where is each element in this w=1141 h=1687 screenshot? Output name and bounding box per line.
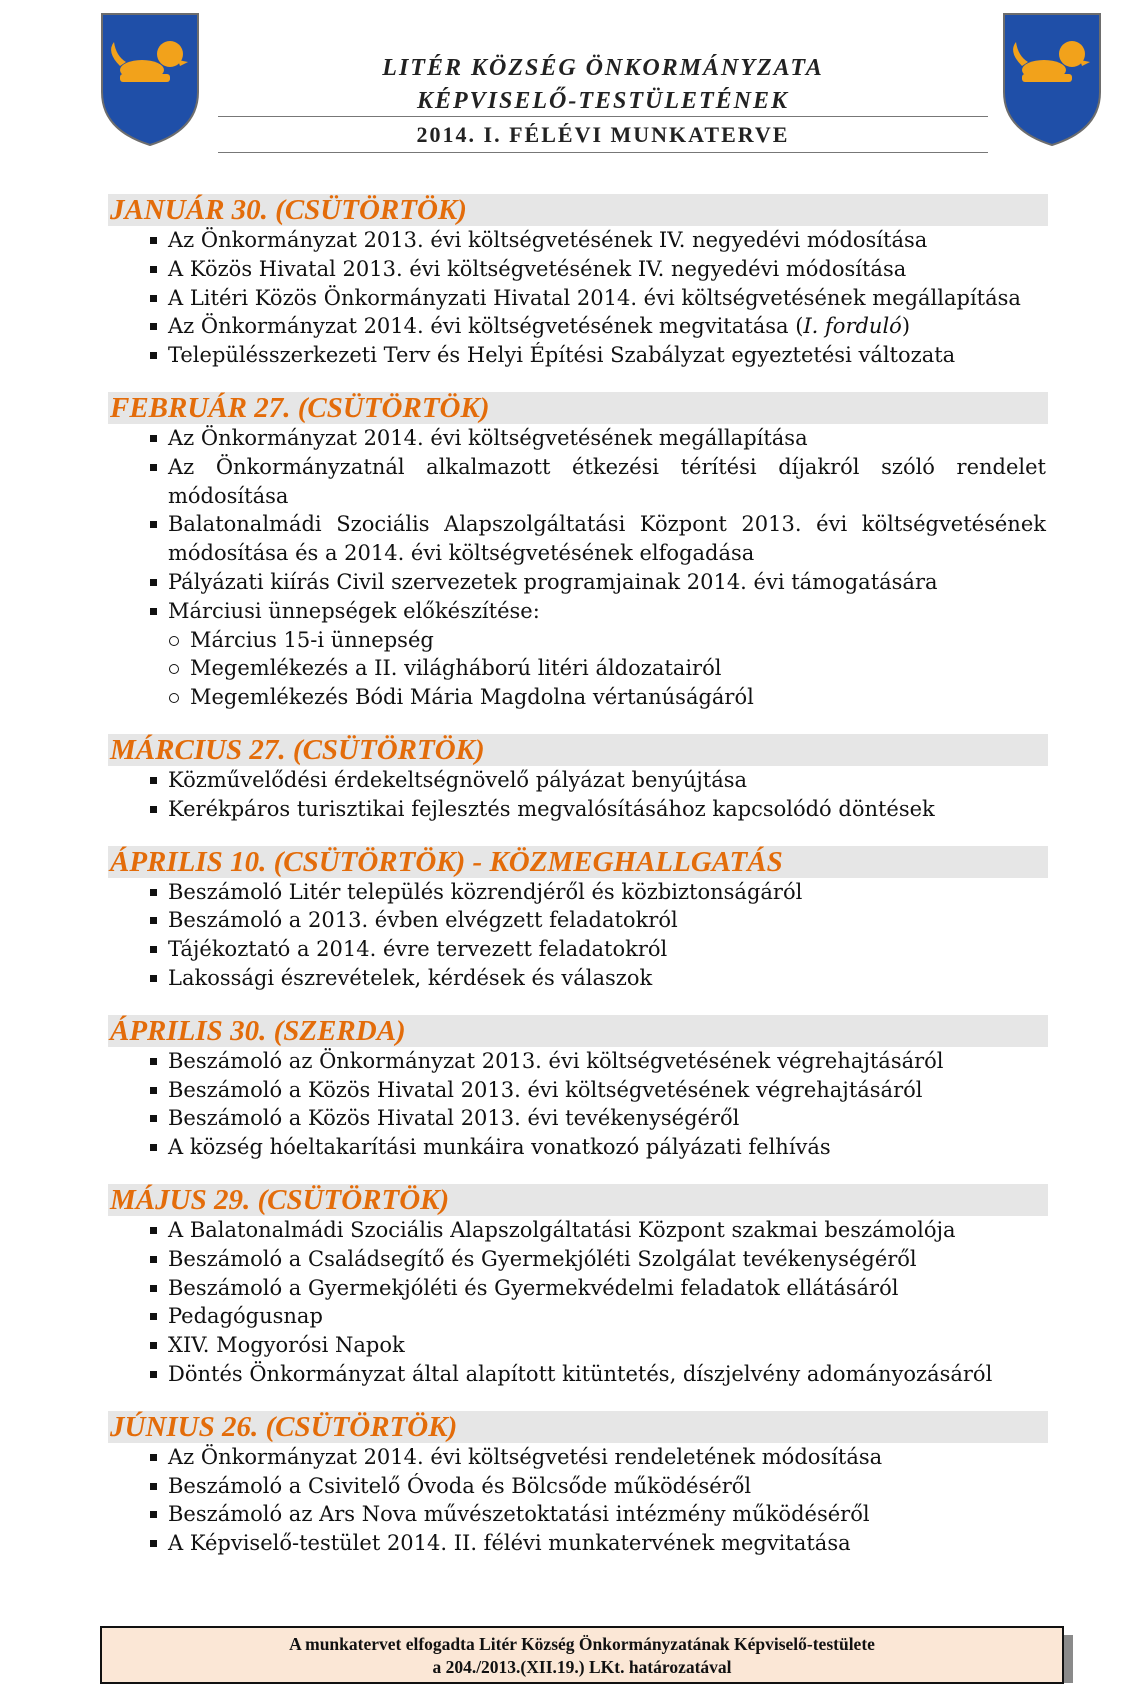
month-section [108, 1411, 1048, 1558]
agenda-list [108, 1047, 1048, 1162]
agenda-item-text: Beszámoló a 2013. évben elvégzett feladatokról [168, 908, 678, 933]
agenda-item [108, 284, 1048, 313]
agenda-item [108, 935, 1048, 964]
agenda-subitem [108, 683, 1048, 712]
square-bullet-icon [150, 579, 157, 586]
agenda-item [108, 453, 1048, 511]
agenda-item [108, 1302, 1048, 1331]
agenda-item-text: Pedagógusnap [168, 1304, 323, 1329]
header-divider [218, 116, 988, 117]
agenda-item-text: Beszámoló az Önkormányzat 2013. évi költségvetésének végrehajtásáról [168, 1048, 944, 1073]
section-heading: MÁJUS 29. (CSÜTÖRTÖK) [108, 1184, 1048, 1216]
square-bullet-icon [150, 1144, 157, 1151]
agenda-list [108, 878, 1048, 993]
square-bullet-icon [150, 1483, 157, 1490]
agenda-item [108, 1245, 1048, 1274]
circle-bullet-icon [169, 693, 179, 703]
agenda-item-text: Településszerkezeti Terv és Helyi Építési Szabályzat egyeztetési változata [168, 343, 956, 368]
square-bullet-icon [150, 464, 157, 471]
square-bullet-icon [150, 1313, 157, 1320]
agenda-item [108, 424, 1048, 453]
agenda-item [108, 1472, 1048, 1501]
agenda-item-text: Pályázati kiírás Civil szervezetek programjainak 2014. évi támogatására [168, 569, 938, 594]
agenda-item-text: Az Önkormányzat 2014. évi költségvetésének megvitatása ( [168, 314, 804, 339]
month-section [108, 194, 1048, 370]
agenda-item-text: Az Önkormányzat 2014. évi költségvetési rendeletének módosítása [168, 1444, 883, 1469]
agenda-list [108, 1443, 1048, 1558]
agenda-item [108, 1500, 1048, 1529]
agenda-item [108, 1360, 1048, 1389]
section-heading: ÁPRILIS 30. (SZERDA) [108, 1015, 1048, 1047]
agenda-item-text: A Balatonalmádi Szociális Alapszolgáltatási Központ szakmai beszámolója [168, 1217, 956, 1242]
agenda-item-text: Az Önkormányzat 2014. évi költségvetésének megállapítása [168, 425, 808, 450]
square-bullet-icon [150, 1058, 157, 1065]
agenda-item-text: Beszámoló a Családsegítő és Gyermekjóléti Szolgálat tevékenységéről [168, 1246, 917, 1271]
square-bullet-icon [150, 1454, 157, 1461]
section-heading: JANUÁR 30. (CSÜTÖRTÖK) [108, 194, 1048, 226]
agenda-item-text: Beszámoló az Ars Nova művészetoktatási intézmény működéséről [168, 1502, 870, 1527]
square-bullet-icon [150, 1227, 157, 1234]
agenda-item-note: I. forduló [803, 314, 902, 339]
square-bullet-icon [150, 917, 157, 924]
agenda-item [108, 1104, 1048, 1133]
month-section [108, 846, 1048, 993]
square-bullet-icon [150, 1540, 157, 1547]
agenda-item-text: Beszámoló a Közös Hivatal 2013. évi költségvetésének végrehajtásáról [168, 1077, 923, 1102]
agenda-subitem-text: Március 15-i ünnepség [190, 627, 434, 652]
agenda-item-text: A Litéri Közös Önkormányzati Hivatal 2014. évi költségvetésének megállapítása [168, 285, 1021, 310]
month-section [108, 734, 1048, 824]
agenda-item-text: A Képviselő-testület 2014. II. félévi munkatervének megvitatása [168, 1531, 851, 1556]
agenda-list [108, 424, 1048, 712]
square-bullet-icon [150, 352, 157, 359]
agenda-item [108, 964, 1048, 993]
coat-of-arms-right-icon [1002, 12, 1102, 147]
agenda-item [108, 1216, 1048, 1245]
section-heading: ÁPRILIS 10. (CSÜTÖRTÖK) - KÖZMEGHALLGATÁS [108, 846, 1048, 878]
agenda-subitem-text: Megemlékezés Bódi Mária Magdolna vértanúságáról [190, 685, 754, 710]
square-bullet-icon [150, 323, 157, 330]
agenda-item [108, 906, 1048, 935]
agenda-item [108, 878, 1048, 907]
square-bullet-icon [150, 1087, 157, 1094]
agenda-item-suffix: ) [901, 314, 911, 339]
agenda-item-text: Közművelődési érdekeltségnövelő pályázat benyújtása [168, 767, 748, 792]
circle-bullet-icon [169, 664, 179, 674]
coat-of-arms-left-icon [100, 12, 200, 147]
square-bullet-icon [150, 889, 157, 896]
agenda-item [108, 312, 1048, 341]
agenda-item [108, 1133, 1048, 1162]
header-title-line2: KÉPVISELŐ-TESTÜLETÉNEK [416, 88, 790, 114]
agenda-item [108, 1274, 1048, 1303]
agenda-subitem [108, 626, 1048, 655]
agenda-item [108, 1047, 1048, 1076]
agenda-item-text: Kerékpáros turisztikai fejlesztés megvalósításához kapcsolódó döntések [168, 796, 935, 821]
agenda-list [108, 226, 1048, 370]
agenda-item-text: Döntés Önkormányzat által alapított kitüntetés, díszjelvény adományozásáról [168, 1361, 993, 1386]
square-bullet-icon [150, 777, 157, 784]
agenda-item-text: Balatonalmádi Szociális Alapszolgáltatási Központ 2013. évi költségvetésének módosítása és a 2014. évi költségvetésének elfogadása [168, 512, 1046, 566]
agenda-item [108, 255, 1048, 284]
agenda-item-text: Az Önkormányzat 2013. évi költségvetésének IV. negyedévi módosítása [168, 228, 928, 252]
agenda-item [108, 1331, 1048, 1360]
square-bullet-icon [150, 1256, 157, 1263]
agenda-item-text: A Közös Hivatal 2013. évi költségvetésének IV. negyedévi módosítása [168, 256, 907, 281]
agenda-item-text: XIV. Mogyorósi Napok [168, 1333, 405, 1358]
agenda-item-text: Márciusi ünnepségek előkészítése: [168, 598, 540, 623]
square-bullet-icon [150, 295, 157, 302]
square-bullet-icon [150, 237, 157, 244]
agenda-item [108, 510, 1048, 568]
square-bullet-icon [150, 266, 157, 273]
square-bullet-icon [150, 1115, 157, 1122]
agenda-item-text: Beszámoló Litér település közrendjéről és közbiztonságáról [168, 879, 803, 904]
month-section [108, 1015, 1048, 1162]
square-bullet-icon [150, 1371, 157, 1378]
square-bullet-icon [150, 806, 157, 813]
square-bullet-icon [150, 1285, 157, 1292]
agenda-item-text: Az Önkormányzatnál alkalmazott étkezési térítési díjakról szóló rendelet módosítása [168, 454, 1046, 508]
agenda-item [108, 1529, 1048, 1558]
section-heading: JÚNIUS 26. (CSÜTÖRTÖK) [108, 1411, 1048, 1443]
footer-line1: A munkatervet elfogadta Litér Község Önkormányzatának Képviselő-testülete [289, 1634, 875, 1654]
section-heading: MÁRCIUS 27. (CSÜTÖRTÖK) [108, 734, 1048, 766]
agenda-item [108, 1076, 1048, 1105]
agenda-item [108, 597, 1048, 626]
agenda-subitem-text: Megemlékezés a II. világháború litéri áldozatairól [190, 656, 722, 681]
agenda-list [108, 766, 1048, 824]
header-title [218, 52, 988, 118]
agenda-item [108, 341, 1048, 370]
approval-footer [100, 1626, 1064, 1684]
header-divider [218, 152, 988, 153]
agenda-item-text: A község hóeltakarítási munkáira vonatkozó pályázati felhívás [168, 1135, 831, 1160]
square-bullet-icon [150, 975, 157, 982]
header-subtitle: 2014. I. FÉLÉVI MUNKATERVE [416, 122, 790, 147]
circle-bullet-icon [169, 636, 179, 646]
agenda-item [108, 226, 1048, 255]
month-section [108, 392, 1048, 712]
square-bullet-icon [150, 521, 157, 528]
header-title-line1: LITÉR KÖZSÉG ÖNKORMÁNYZATA [382, 55, 824, 81]
agenda-subitem [108, 654, 1048, 683]
square-bullet-icon [150, 435, 157, 442]
square-bullet-icon [150, 946, 157, 953]
agenda-sections [108, 194, 1048, 1580]
agenda-list [108, 1216, 1048, 1389]
agenda-item-text: Beszámoló a Gyermekjóléti és Gyermekvédelmi feladatok ellátásáról [168, 1275, 899, 1300]
agenda-item [108, 795, 1048, 824]
square-bullet-icon [150, 1342, 157, 1349]
month-section [108, 1184, 1048, 1389]
agenda-item-text: Beszámoló a Csivitelő Óvoda és Bölcsőde működéséről [168, 1473, 752, 1498]
footer-line2: a 204./2013.(XII.19.) LKt. határozatával [432, 1657, 732, 1677]
agenda-item-text: Lakossági észrevételek, kérdések és válaszok [168, 965, 653, 990]
section-heading: FEBRUÁR 27. (CSÜTÖRTÖK) [108, 392, 1048, 424]
agenda-item-text: Beszámoló a Közös Hivatal 2013. évi tevékenységéről [168, 1106, 740, 1131]
agenda-item [108, 766, 1048, 795]
agenda-item [108, 1443, 1048, 1472]
agenda-item-text: Tájékoztató a 2014. évre tervezett feladatokról [168, 937, 668, 962]
square-bullet-icon [150, 1511, 157, 1518]
square-bullet-icon [150, 608, 157, 615]
agenda-item [108, 568, 1048, 597]
